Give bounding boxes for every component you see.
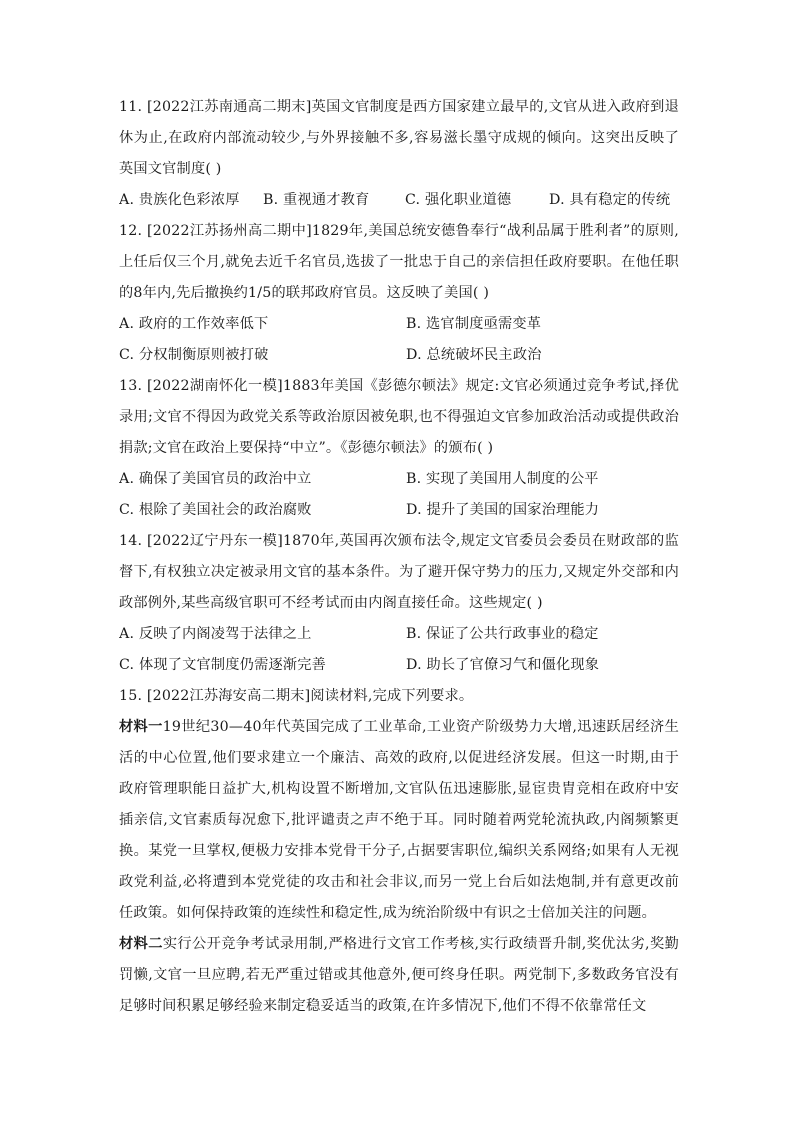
document-page — [119, 92, 679, 1022]
option-d: D. 具有稳定的传统 — [549, 192, 671, 208]
options-row — [119, 185, 679, 216]
options-row — [119, 650, 679, 681]
question-11 — [119, 92, 679, 216]
option-d: D. 助长了官僚习气和僵化现象 — [406, 657, 600, 673]
option-c: C. 根除了美国社会的政治腐败 — [119, 502, 312, 518]
option-d: D. 提升了美国的国家治理能力 — [406, 502, 600, 518]
question-stem: 12. [2022江苏扬州高二期中]1829年,美国总统安德鲁奉行“战利品属于胜利者”的原则,上任后仅三个月,就免去近千名官员,选拔了一批忠于自己的亲信担任政府要职。在他任职的8年内,先后撤换约1/5的联邦政府官员。这反映了美国( ) — [119, 223, 679, 301]
question-stem: 14. [2022辽宁丹东一模]1870年,英国再次颁布法令,规定文官委员会委员在财政部的监督下,有权独立决定被录用文官的基本条件。为了避开保守势力的压力,又规定外交部和内政部例外,某些高级官职可不经考试而由内阁直接任命。这些规定( ) — [119, 533, 679, 611]
question-14 — [119, 526, 679, 681]
question-12 — [119, 216, 679, 371]
option-b: B. 选官制度亟需变革 — [406, 316, 542, 332]
options-row — [119, 340, 679, 371]
option-b: B. 重视通才教育 — [263, 192, 370, 208]
options-row — [119, 495, 679, 526]
options-row — [119, 619, 679, 650]
option-c: C. 体现了文官制度仍需逐渐完善 — [119, 657, 327, 673]
option-a: A. 确保了美国官员的政治中立 — [119, 471, 312, 487]
option-a: A. 政府的工作效率低下 — [119, 316, 269, 332]
material-one — [119, 712, 679, 929]
option-a: A. 反映了内阁凌驾于法律之上 — [119, 626, 312, 642]
material-two-label: 材料二 — [119, 936, 163, 952]
question-stem: 13. [2022湖南怀化一模]1883年美国《彭德尔顿法》规定:文官必须通过竞争考试,择优录用;文官不得因为政党关系等政治原因被免职,也不得强迫文官参加政治活动或提供政治捐款;文官在政治上要保持“中立”。《彭德尔顿法》的颁布( ) — [119, 378, 679, 456]
options-row — [119, 309, 679, 340]
question-stem: 15. [2022江苏海安高二期末]阅读材料,完成下列要求。 — [119, 688, 474, 704]
question-stem: 11. [2022江苏南通高二期末]英国文官制度是西方国家建立最早的,文官从进入政府到退休为止,在政府内部流动较少,与外界接触不多,容易滋长墨守成规的倾向。这突出反映了英国文官制度( ) — [119, 99, 679, 177]
material-two-text: 实行公开竞争考试录用制,严格进行文官工作考核,实行政绩晋升制,奖优汰劣,奖勤罚懒,文官一旦应聘,若无严重过错或其他意外,便可终身任职。两党制下,多数政务官没有足够时间积累足够经验来制定稳妥适当的政策,在许多情况下,他们不得不依靠常任文 — [119, 936, 679, 1014]
option-d: D. 总统破坏民主政治 — [406, 347, 542, 363]
options-row — [119, 464, 679, 495]
option-b: B. 实现了美国用人制度的公平 — [406, 471, 599, 487]
question-13 — [119, 371, 679, 526]
material-one-label: 材料一 — [119, 719, 163, 735]
option-c: C. 强化职业道德 — [405, 192, 512, 208]
question-15 — [119, 681, 679, 1022]
material-two — [119, 929, 679, 1022]
option-a: A. 贵族化色彩浓厚 — [119, 192, 240, 208]
material-one-text: 19世纪30—40年代英国完成了工业革命,工业资产阶级势力大增,迅速跃居经济生活的中心位置,他们要求建立一个廉洁、高效的政府,以促进经济发展。但这一时期,由于政府管理职能日益扩大,机构设置不断增加,文官队伍迅速膨胀,显宦贵胄竞相在政府中安插亲信,文官素质每况愈下,批评谴责之声不绝于耳。同时随着两党轮流执政,内阁频繁更换。某党一旦掌权,便极力安排本党骨干分子,占据要害职位,编织关系网络;如果有人无视政党利益,必将遭到本党党徒的攻击和社会非议,而另一党上台后如法炮制,并有意更改前任政策。如何保持政策的连续性和稳定性,成为统治阶级中有识之士倍加关注的问题。 — [119, 719, 679, 921]
option-c: C. 分权制衡原则被打破 — [119, 347, 269, 363]
option-b: B. 保证了公共行政事业的稳定 — [406, 626, 599, 642]
